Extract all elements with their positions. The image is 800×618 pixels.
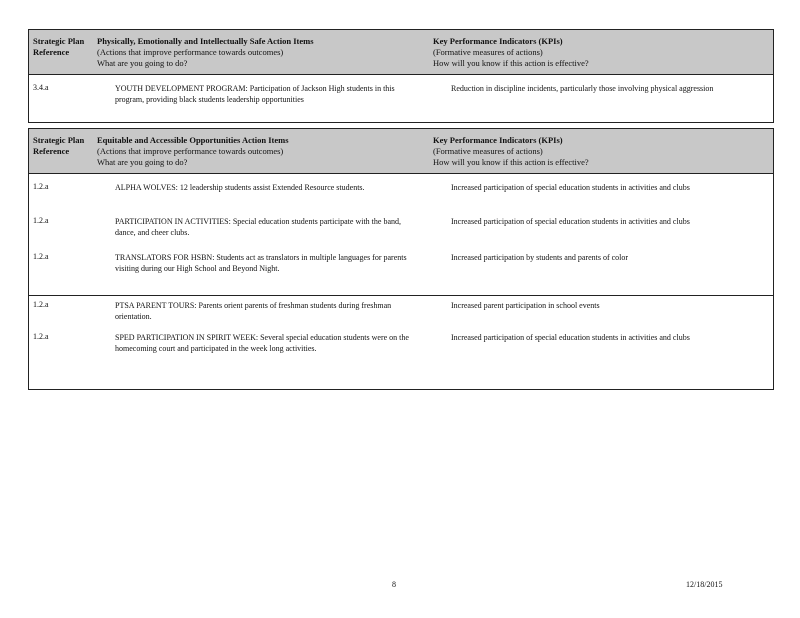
kpi-item: Increased participation by students and parents of color (451, 253, 629, 262)
strategic-plan-ref: 1.2.a (33, 182, 49, 191)
strategic-plan-ref: 1.2.a (33, 216, 49, 225)
action-item: YOUTH DEVELOPMENT PROGRAM: Participation of Jackson High students in this program, providing black students leadership opportunities (115, 84, 395, 104)
action-item: SPED PARTICIPATION IN SPIRIT WEEK: Several special education students were on the homecoming court and participated in the week long activities. (115, 333, 409, 353)
kpi-header (433, 135, 653, 168)
action-item: TRANSLATORS FOR HSBN: Students act as translators in multiple languages for parents visiting during our High School and Beyond Night. (115, 253, 407, 273)
action-items-question: What are you going to do? (97, 58, 188, 68)
strategic-plan-ref: 3.4.a (33, 83, 49, 92)
table-row (29, 332, 773, 372)
strategic-plan-reference-header: Strategic Plan Reference (33, 36, 85, 57)
equitable-action-items-table (28, 128, 774, 390)
page-number: 8 (392, 580, 396, 589)
strategic-plan-ref: 1.2.a (33, 300, 49, 309)
table-header (29, 129, 773, 174)
kpi-item: Increased participation of special education students in activities and clubs (451, 217, 690, 226)
kpi-title: Key Performance Indicators (KPIs) (433, 36, 563, 46)
kpi-subtitle: (Formative measures of actions) (433, 146, 543, 156)
action-items-header (97, 135, 397, 168)
table-header (29, 30, 773, 75)
safe-action-items-table (28, 29, 774, 123)
action-items-subtitle: (Actions that improve performance towards outcomes) (97, 47, 284, 57)
table-row (29, 216, 773, 252)
action-items-title: Equitable and Accessible Opportunities Action Items (97, 135, 289, 145)
action-items-subtitle: (Actions that improve performance towards outcomes) (97, 146, 284, 156)
table-row (29, 83, 773, 123)
action-item: PTSA PARENT TOURS: Parents orient parents of freshman students during freshman orientation. (115, 301, 392, 321)
kpi-item: Reduction in discipline incidents, particularly those involving physical aggression (451, 84, 714, 93)
action-items-header (97, 36, 397, 69)
row-divider (29, 295, 773, 296)
action-items-title: Physically, Emotionally and Intellectually Safe Action Items (97, 36, 314, 46)
kpi-header (433, 36, 653, 69)
kpi-item: Increased participation of special education students in activities and clubs (451, 183, 690, 192)
footer-date: 12/18/2015 (686, 580, 723, 589)
kpi-title: Key Performance Indicators (KPIs) (433, 135, 563, 145)
kpi-question: How will you know if this action is effective? (433, 58, 589, 68)
strategic-plan-ref: 1.2.a (33, 252, 49, 261)
table-row (29, 182, 773, 216)
action-item: PARTICIPATION IN ACTIVITIES: Special education students participate with the band, dance, and cheer clubs. (115, 217, 401, 237)
kpi-subtitle: (Formative measures of actions) (433, 47, 543, 57)
table-row (29, 252, 773, 294)
action-items-question: What are you going to do? (97, 157, 188, 167)
strategic-plan-ref: 1.2.a (33, 332, 49, 341)
table-row (29, 300, 773, 332)
kpi-question: How will you know if this action is effective? (433, 157, 589, 167)
strategic-plan-reference-header: Strategic Plan Reference (33, 135, 85, 156)
kpi-item: Increased participation of special education students in activities and clubs (451, 333, 690, 342)
kpi-item: Increased parent participation in school events (451, 301, 600, 310)
action-item: ALPHA WOLVES: 12 leadership students assist Extended Resource students. (115, 183, 365, 192)
